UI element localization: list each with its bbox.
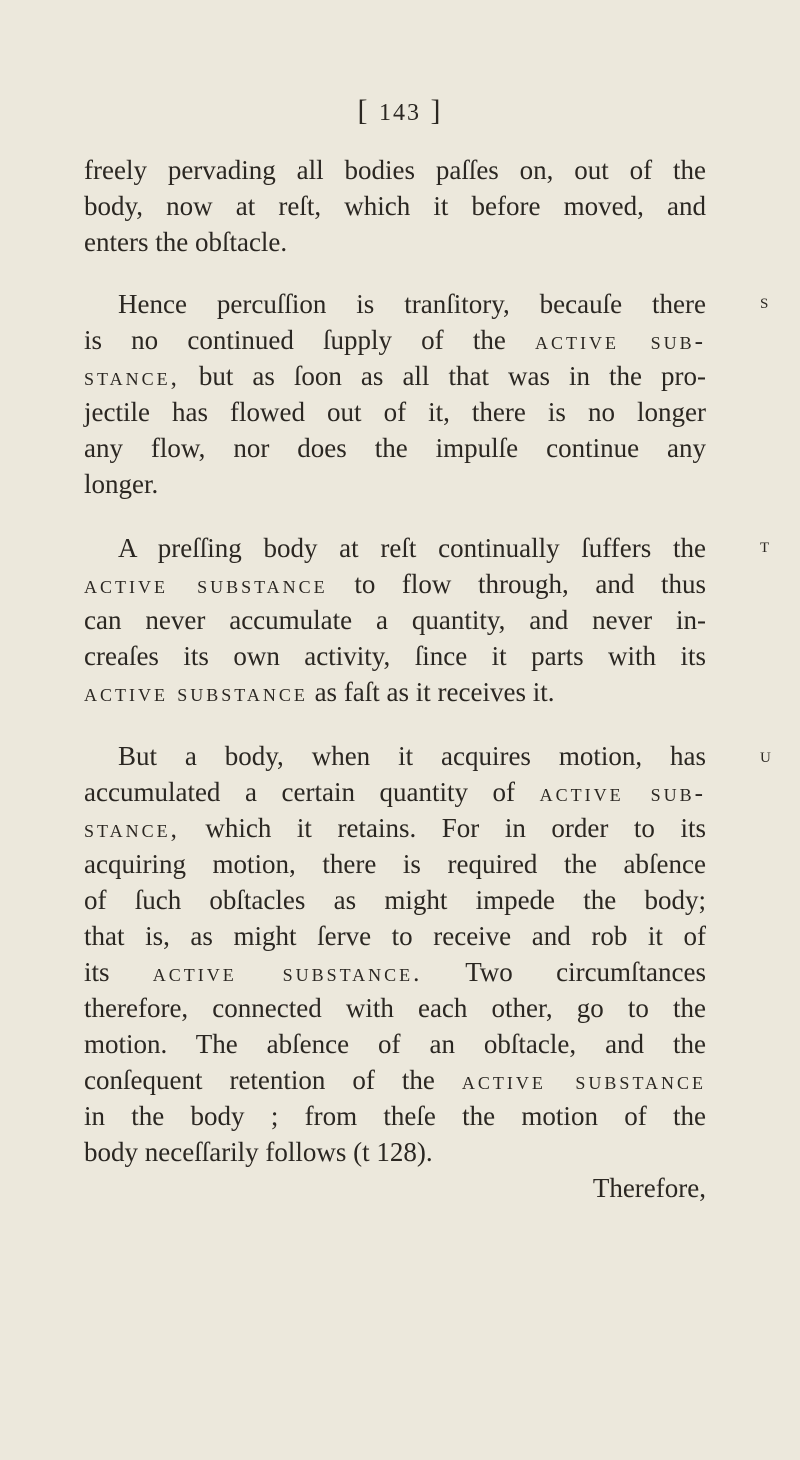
text-line: is no continued ſupply of the active sub- (84, 325, 706, 355)
text-line: its active substance. Two circumſtances (84, 957, 707, 987)
margin-letter-s: s (760, 288, 769, 313)
text-line: A preſſing body at reſt continually ſuffers the (118, 533, 706, 563)
text-line: creaſes its own activity, ſince it parts with its (84, 641, 706, 671)
text-line: accumulated a certain quantity of active sub- (84, 777, 706, 807)
text-line: stance, but as ſoon as all that was in the pro- (84, 361, 707, 391)
text-line: conſequent retention of the active substance (84, 1065, 706, 1095)
text-line: motion. The abſence of an obſtacle, and the (84, 1029, 706, 1059)
text-line: acquiring motion, there is required the abſence (84, 849, 706, 879)
margin-letter-u: u (760, 742, 771, 767)
text-line: body, now at reſt, which it before moved, and (84, 191, 706, 221)
text-line: jectile has flowed out of it, there is no longer (84, 397, 706, 427)
text-line: body neceſſarily follows (t 128). (84, 1137, 433, 1167)
text-line: stance, which it retains. For in order to its (84, 813, 706, 843)
text-line: freely pervading all bodies paſſes on, out of the (84, 155, 706, 185)
text-line: But a body, when it acquires motion, has (118, 741, 706, 771)
margin-letter-t: t (760, 532, 770, 557)
text-line: of ſuch obſtacles as might impede the body; (84, 885, 706, 915)
catchword: Therefore, (592, 1173, 706, 1203)
text-line: any flow, nor does the impulſe continue any (84, 433, 706, 463)
text-line: Hence percuſſion is tranſitory, becauſe there (118, 289, 706, 319)
page-number: 143 (379, 100, 421, 126)
text-line: therefore, connected with each other, go to the (84, 993, 706, 1023)
text-line: enters the obſtacle. (84, 227, 288, 257)
text-line: that is, as might ſerve to receive and rob it of (84, 921, 706, 951)
text-line: active substance to flow through, and thus (84, 569, 706, 599)
text-line: active substance as faſt as it receives it. (84, 677, 555, 707)
text-line: in the body ; from theſe the motion of the (84, 1101, 706, 1131)
text-line: longer. (84, 469, 159, 499)
header-bracket-open: [ (357, 94, 370, 127)
page-header (0, 94, 800, 128)
header-bracket-close: ] (430, 94, 443, 127)
text-line: can never accumulate a quantity, and never in- (84, 605, 706, 635)
